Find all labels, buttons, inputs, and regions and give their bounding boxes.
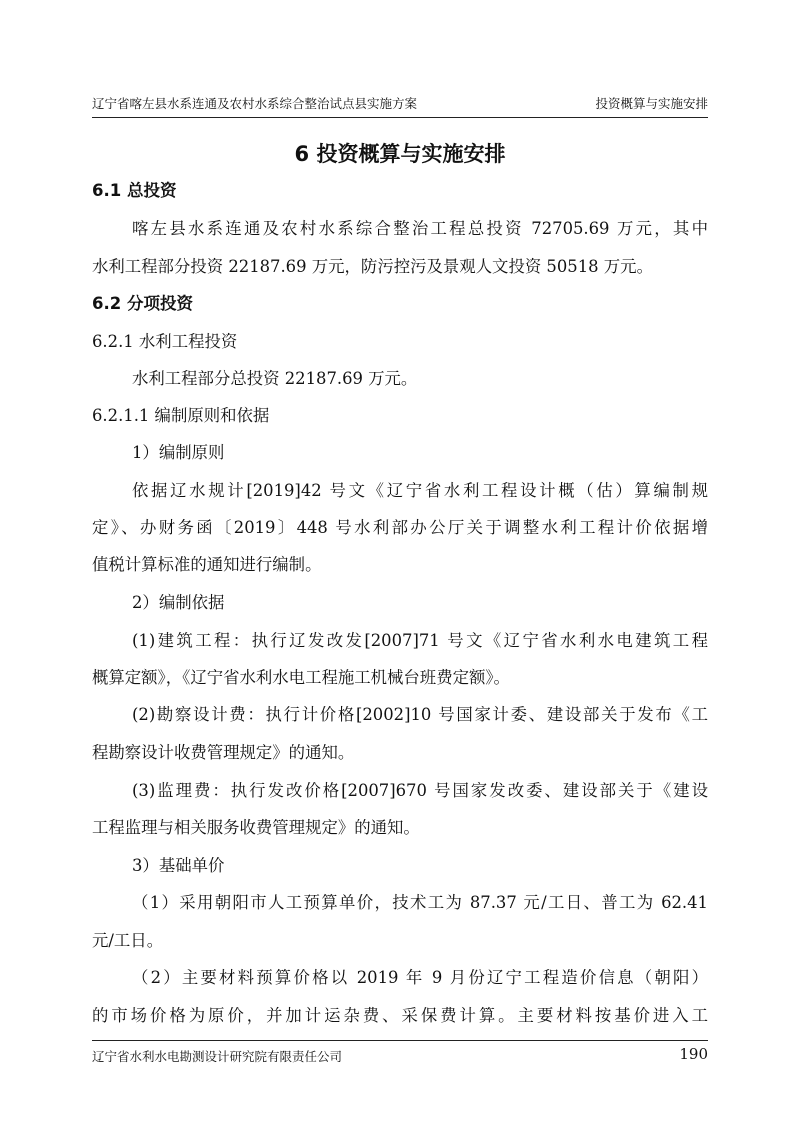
footer-divider — [92, 1040, 708, 1041]
section-heading-6-2-1: 6.2.1 水利工程投资 — [92, 332, 238, 351]
header-chapter-title: 投资概算与实施安排 — [595, 96, 708, 111]
subheading-basis: 2）编制依据 — [132, 593, 225, 612]
page-number: 190 — [679, 1045, 708, 1063]
paragraph-line: (2)勘察设计费：执行计价格[2002]10 号国家计委、建设部关于发布《工 — [132, 705, 708, 724]
paragraph-line: 喀左县水系连通及农村水系综合整治工程总投资 72705.69 万元，其中 — [132, 219, 708, 238]
paragraph-line: 值税计算标准的通知进行编制。 — [92, 555, 322, 574]
subheading-principles: 1）编制原则 — [132, 443, 225, 462]
header-divider — [92, 117, 708, 118]
subheading-unit-prices: 3）基础单价 — [132, 856, 225, 875]
paragraph-line: 元/工日。 — [92, 931, 164, 950]
paragraph-line: 依据辽水规计[2019]42 号文《辽宁省水利工程设计概（估）算编制规 — [132, 481, 708, 500]
paragraph-line: (3)监理费：执行发改价格[2007]670 号国家发改委、建设部关于《建设 — [132, 781, 708, 800]
section-heading-6-2: 6.2 分项投资 — [92, 294, 193, 313]
section-heading-6-2-1-1: 6.2.1.1 编制原则和依据 — [92, 406, 270, 425]
paragraph-line: 水利工程部分总投资 22187.69 万元。 — [132, 369, 418, 388]
page-header — [92, 91, 708, 113]
footer-company-name: 辽宁省水利水电勘测设计研究院有限责任公司 — [92, 1049, 343, 1064]
paragraph-line: 定》、办财务函〔2019〕448 号水利部办公厅关于调整水利工程计价依据增 — [92, 518, 708, 537]
paragraph-line: (1)建筑工程：执行辽发改发[2007]71 号文《辽宁省水利水电建筑工程 — [132, 631, 708, 650]
paragraph-line: 水利工程部分投资 22187.69 万元，防污控污及景观人文投资 50518 万元。 — [92, 257, 653, 276]
header-document-title: 辽宁省喀左县水系连通及农村水系综合整治试点县实施方案 — [92, 96, 418, 111]
chapter-title: 6 投资概算与实施安排 — [294, 142, 506, 166]
section-heading-6-1: 6.1 总投资 — [92, 181, 177, 200]
page-footer — [92, 1045, 708, 1067]
paragraph-line: 程勘察设计收费管理规定》的通知。 — [92, 743, 355, 762]
paragraph-line: 工程监理与相关服务收费管理规定》的通知。 — [92, 818, 420, 837]
paragraph-line: 概算定额》，《辽宁省水利水电工程施工机械台班费定额》。 — [92, 668, 510, 687]
paragraph-line: 的市场价格为原价，并加计运杂费、采保费计算。主要材料按基价进入工 — [92, 1006, 708, 1025]
paragraph-line: （1）采用朝阳市人工预算单价，技术工为 87.37 元/工日、普工为 62.41 — [132, 893, 708, 912]
paragraph-line: （2）主要材料预算价格以 2019 年 9 月份辽宁工程造价信息（朝阳） — [132, 968, 708, 987]
